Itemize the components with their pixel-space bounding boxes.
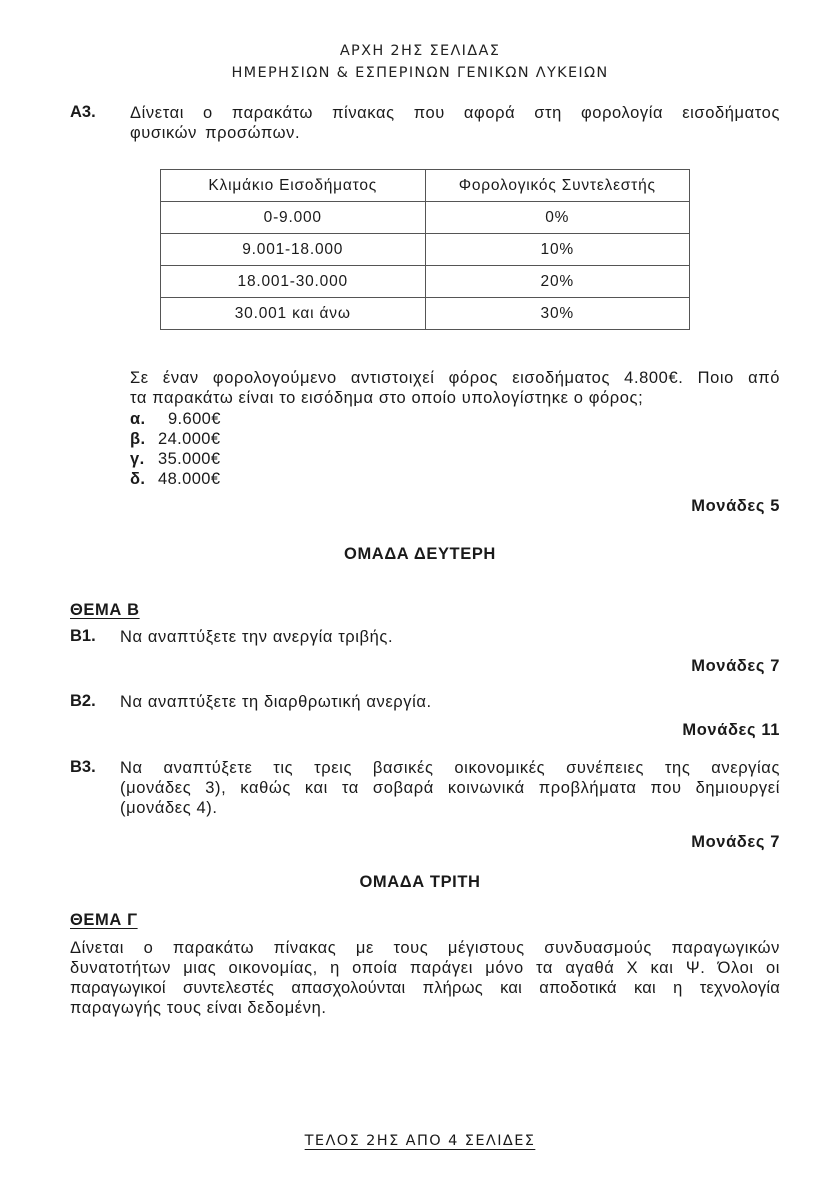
- table-row: [161, 298, 690, 330]
- question-label-a3: Α3.: [70, 103, 96, 121]
- b1-text: Να αναπτύξετε την ανεργία τριβής.: [120, 628, 394, 646]
- option-letter: δ.: [130, 470, 146, 488]
- a3-points: Μονάδες 5: [691, 497, 780, 515]
- option-value: 9.600€: [158, 410, 221, 428]
- header-line-2: ΗΜΕΡΗΣΙΩΝ & ΕΣΠΕΡΙΝΩΝ ΓΕΝΙΚΩΝ ΛΥΚΕΙΩΝ: [231, 65, 609, 81]
- table-row: [161, 202, 690, 234]
- a3-intro-line-1: Δίνεται ο παρακάτω πίνακας που αφορά στη φορολογία εισοδήματος: [130, 104, 780, 122]
- table-header: Κλιμάκιο Εισοδήματος: [161, 170, 426, 202]
- footer-text: ΤΕΛΟΣ 2ΗΣ ΑΠΟ 4 ΣΕΛΙΔΕΣ: [304, 1133, 536, 1149]
- c-line-1: Δίνεται ο παρακάτω πίνακας με τους μέγιστους συνδυασμούς παραγωγικών: [70, 939, 780, 957]
- tax-rate: 0%: [425, 202, 690, 234]
- c-line-2: δυνατοτήτων μιας οικονομίας, η οποία παράγει μόνο τα αγαθά Χ και Ψ. Όλοι οι: [70, 959, 780, 977]
- a3-intro-line-2: φυσικών προσώπων.: [130, 124, 301, 142]
- b2-points: Μονάδες 11: [682, 721, 780, 739]
- a3-question-line-2: τα παρακάτω είναι το εισόδημα στο οποίο υπολογίστηκε ο φόρος;: [130, 389, 644, 407]
- option-c: [130, 450, 220, 469]
- question-label-b2: Β2.: [70, 692, 96, 710]
- table-header: Φορολογικός Συντελεστής: [425, 170, 690, 202]
- option-value: 35.000€: [158, 450, 221, 468]
- group-3-title: ΟΜΑΔΑ ΤΡΙΤΗ: [359, 873, 481, 891]
- option-value: 48.000€: [158, 470, 221, 488]
- question-label-b1: Β1.: [70, 627, 96, 645]
- group-2-title: ΟΜΑΔΑ ΔΕΥΤΕΡΗ: [344, 545, 496, 563]
- c-line-3: παραγωγικοί συντελεστές απασχολούνται πλήρως και αποδοτικά και η τεχνολογία: [70, 979, 780, 997]
- c-line-4: παραγωγής τους είναι δεδομένη.: [70, 999, 327, 1017]
- a3-question-line-1: Σε έναν φορολογούμενο αντιστοιχεί φόρος εισοδήματος 4.800€. Ποιο από: [130, 369, 780, 387]
- tax-rate: 20%: [425, 266, 690, 298]
- b3-line-1: Να αναπτύξετε τις τρεις βασικές οικονομικές συνέπειες της ανεργίας: [120, 759, 780, 777]
- topic-c-intro: [70, 938, 780, 1018]
- page-footer: [0, 1133, 840, 1149]
- tax-rate: 30%: [425, 298, 690, 330]
- a3-question: [130, 368, 780, 408]
- a3-intro: [130, 103, 780, 143]
- b2-text: Να αναπτύξετε τη διαρθρωτική ανεργία.: [120, 693, 432, 711]
- income-bracket: 9.001-18.000: [161, 234, 426, 266]
- option-letter: α.: [130, 410, 146, 428]
- option-letter: γ.: [130, 450, 145, 468]
- b3-points: Μονάδες 7: [691, 833, 780, 851]
- tax-table: [160, 169, 690, 330]
- table-row: [161, 266, 690, 298]
- page-header: [0, 40, 840, 84]
- option-letter: β.: [130, 430, 146, 448]
- option-b: [130, 430, 220, 449]
- b1-points: Μονάδες 7: [691, 657, 780, 675]
- topic-c-heading: ΘΕΜΑ Γ: [70, 911, 138, 929]
- income-bracket: 0-9.000: [161, 202, 426, 234]
- question-label-b3: Β3.: [70, 758, 96, 776]
- tax-rate: 10%: [425, 234, 690, 266]
- b3-text: [120, 758, 780, 818]
- b3-line-3: (μονάδες 4).: [120, 799, 218, 817]
- b3-line-2: (μονάδες 3), καθώς και τα σοβαρά κοινωνικά προβλήματα που δημιουργεί: [120, 779, 780, 797]
- option-d: [130, 470, 220, 489]
- table-header-row: [161, 170, 690, 202]
- income-bracket: 18.001-30.000: [161, 266, 426, 298]
- income-bracket: 30.001 και άνω: [161, 298, 426, 330]
- topic-b-heading: ΘΕΜΑ Β: [70, 601, 140, 619]
- table-row: [161, 234, 690, 266]
- header-line-1: ΑΡΧΗ 2ΗΣ ΣΕΛΙΔΑΣ: [339, 43, 501, 59]
- option-a: [130, 410, 221, 429]
- option-value: 24.000€: [158, 430, 221, 448]
